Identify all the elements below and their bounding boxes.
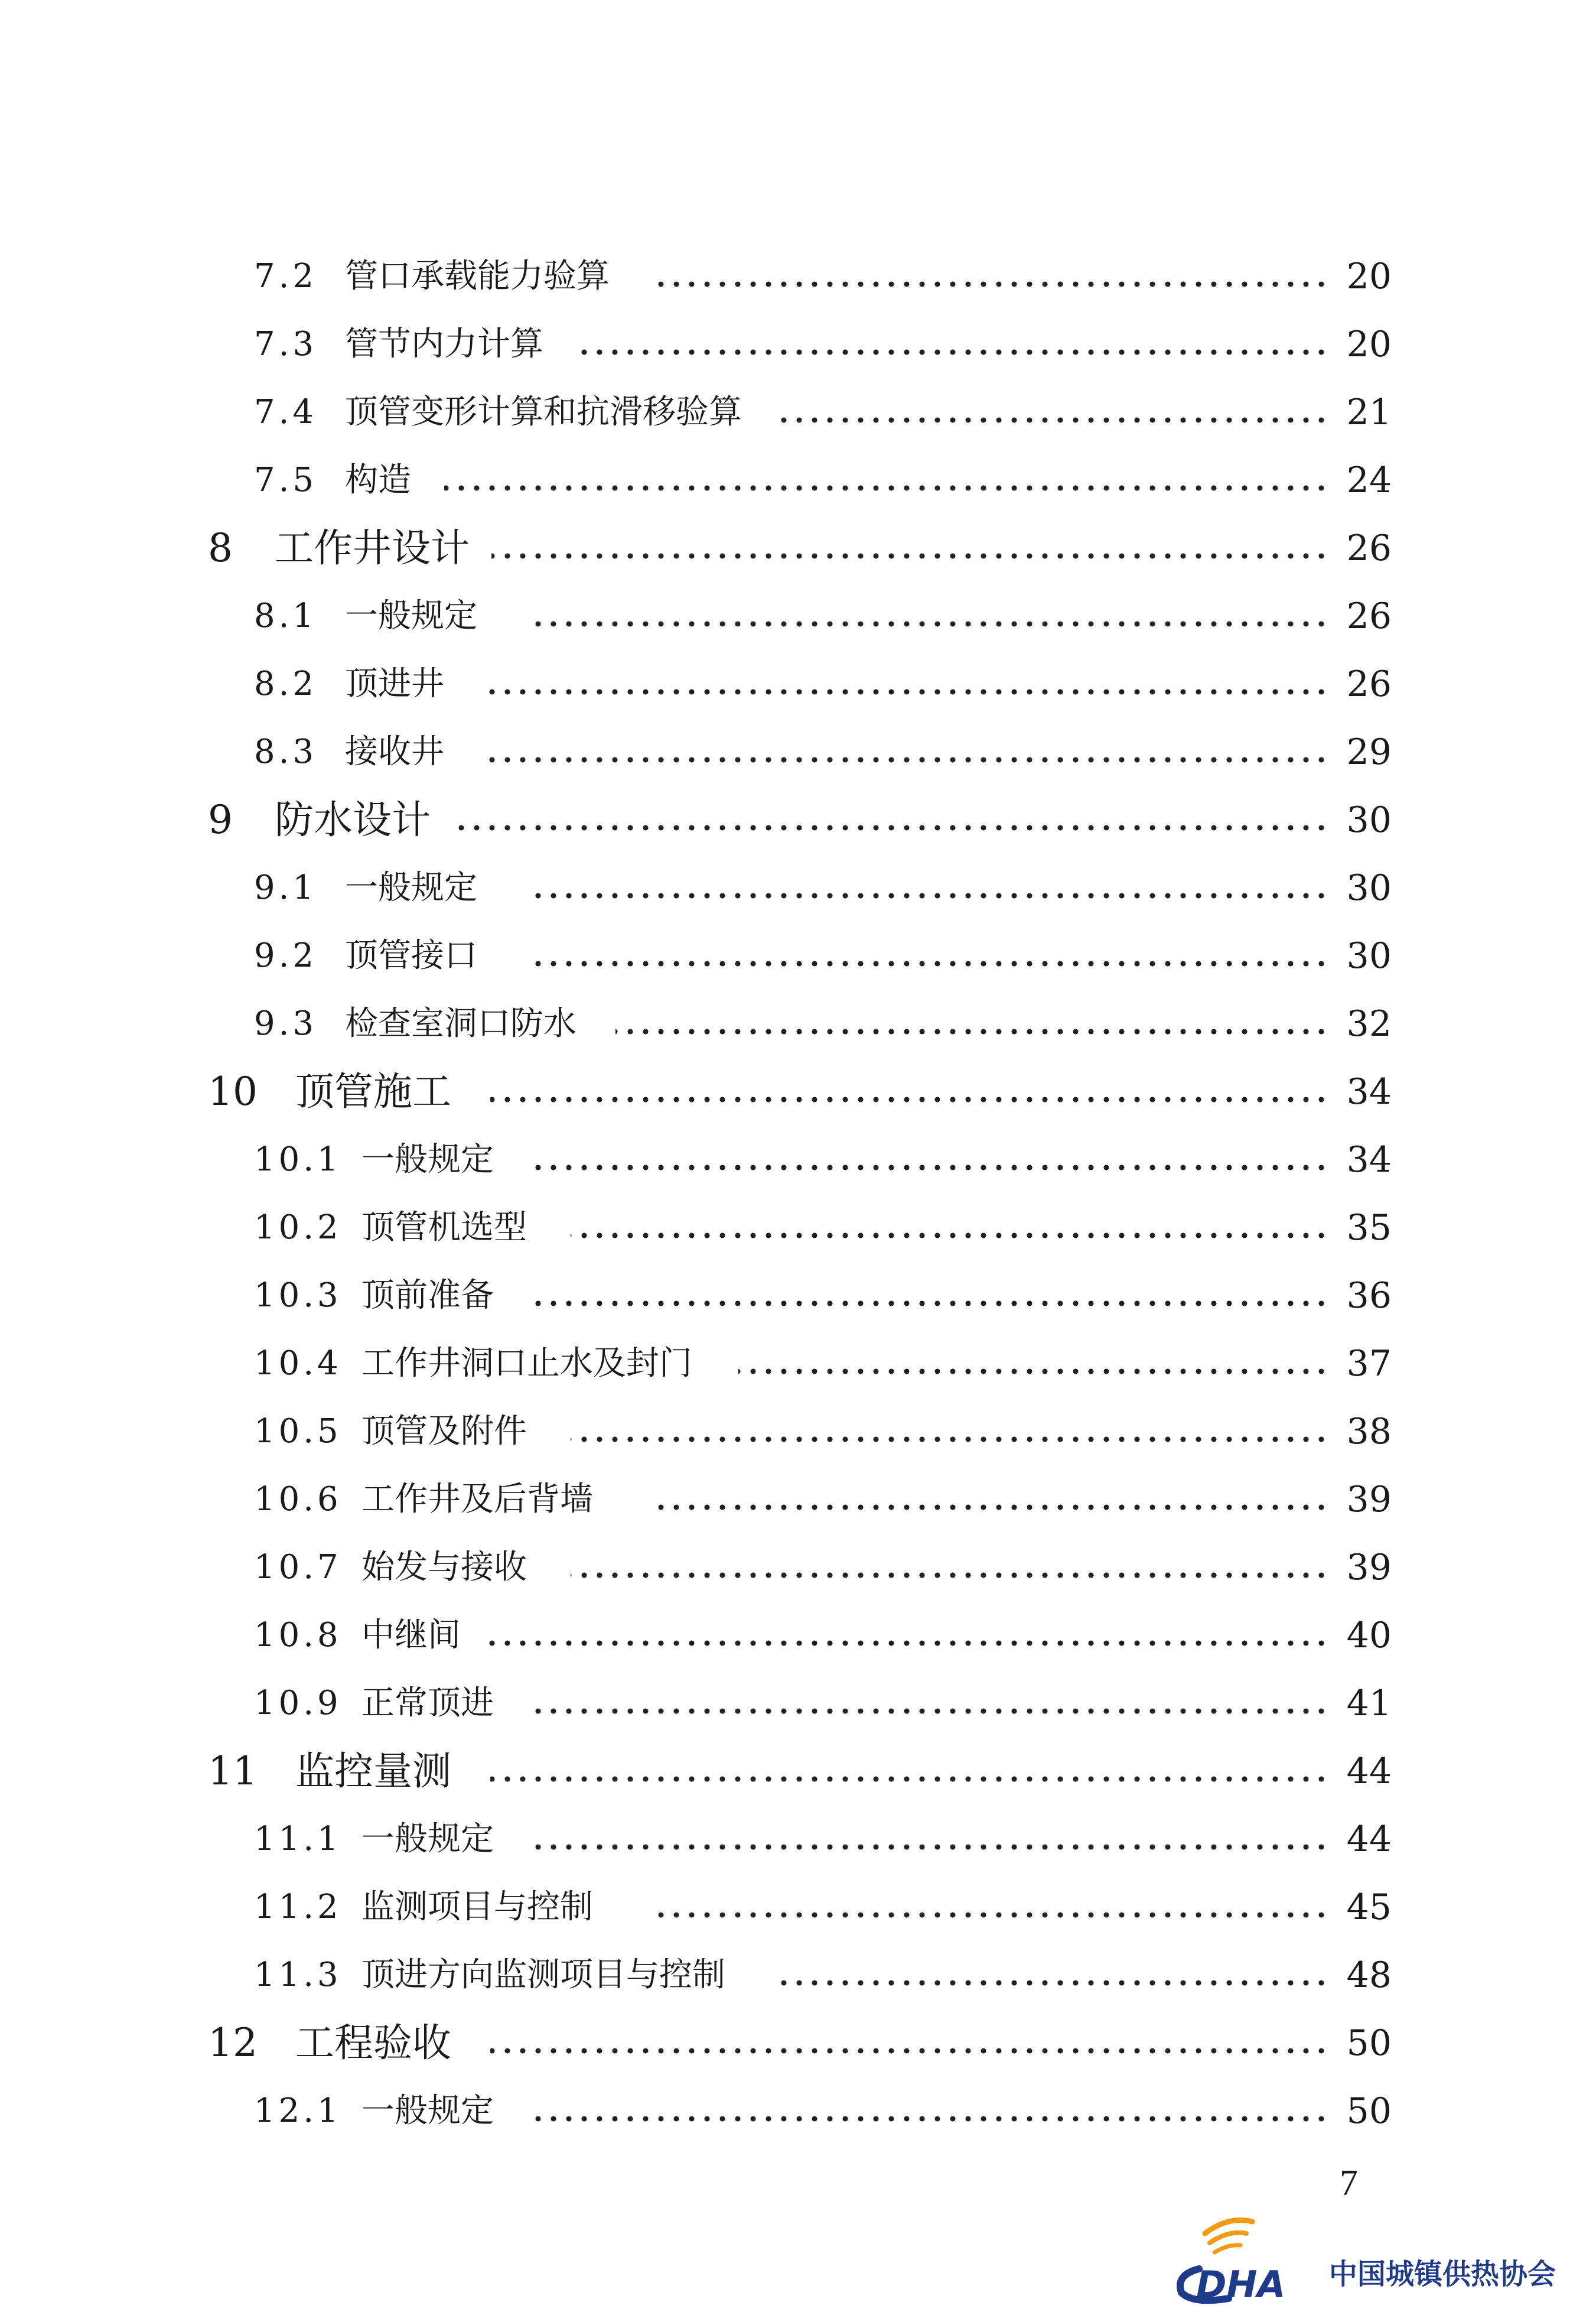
toc-entry-page: 26 — [1346, 596, 1392, 637]
toc-chapter-number: 8 — [208, 525, 233, 571]
toc-entry-title: 监测项目与控制 — [361, 1888, 593, 1926]
toc-leader-dots — [490, 1776, 1329, 1782]
toc-entry[interactable] — [0, 655, 1596, 714]
toc-entry-title: 构造 — [345, 461, 411, 499]
toc-leader-dots — [571, 1436, 1329, 1442]
toc-leader-dots — [529, 961, 1329, 967]
toc-leader-dots — [529, 621, 1329, 627]
toc-entry[interactable] — [0, 2082, 1596, 2141]
toc-chapter-title: 工程验收 — [295, 2020, 451, 2066]
toc-entry-title: 工作井洞口止水及封门 — [361, 1344, 692, 1383]
toc-entry-number: 10.6 — [254, 1480, 342, 1518]
toc-chapter-title: 工作井设计 — [275, 525, 470, 571]
toc-entry-page: 21 — [1346, 392, 1392, 433]
toc-entry[interactable] — [0, 1810, 1596, 1869]
toc-entry-page: 24 — [1346, 460, 1392, 501]
toc-entry-page: 44 — [1346, 1819, 1392, 1860]
logo-wordmark: DHA — [1196, 2263, 1286, 2304]
toc-entry-page: 26 — [1346, 528, 1392, 569]
toc-entry[interactable] — [0, 1266, 1596, 1325]
toc-entry-number: 7.2 — [254, 257, 318, 295]
toc-entry-page: 39 — [1346, 1547, 1392, 1588]
toc-entry-title: 顶前准备 — [361, 1276, 494, 1315]
toc-entry-number: 10.4 — [254, 1344, 342, 1383]
page-number: 7 — [1340, 2163, 1358, 2203]
toc-entry-number: 10.1 — [254, 1140, 342, 1179]
association-logo — [1164, 2210, 1577, 2304]
toc-entry-title: 顶管及附件 — [361, 1412, 527, 1451]
toc-leader-dots — [490, 1097, 1329, 1103]
toc-entry-page: 45 — [1346, 1887, 1392, 1928]
toc-entry-page: 48 — [1346, 1955, 1392, 1996]
toc-entry-title: 中继间 — [361, 1616, 461, 1654]
toc-leader-dots — [529, 893, 1329, 899]
toc-entry-page: 50 — [1346, 2022, 1392, 2064]
toc-entry-page: 41 — [1346, 1683, 1392, 1724]
toc-entry[interactable] — [0, 1674, 1596, 1733]
toc-entry[interactable] — [0, 1334, 1596, 1393]
toc-entry-page: 38 — [1346, 1411, 1392, 1452]
toc-entry-number: 11.2 — [254, 1888, 342, 1926]
toc-leader-dots — [656, 1912, 1329, 1918]
toc-entry[interactable] — [0, 383, 1596, 442]
toc-entry-page: 35 — [1346, 1207, 1392, 1248]
toc-leader-dots — [529, 1165, 1329, 1170]
toc-chapter-number: 9 — [208, 797, 233, 843]
toc-entry-page: 32 — [1346, 1003, 1392, 1045]
dha-logo-icon — [1164, 2210, 1323, 2304]
toc-entry-title: 顶进方向监测项目与控制 — [361, 1956, 725, 1994]
toc-entry[interactable] — [0, 1946, 1596, 2005]
toc-leader-dots — [571, 1233, 1329, 1238]
toc-entry-title: 一般规定 — [361, 1140, 494, 1179]
toc-chapter[interactable] — [0, 1742, 1596, 1801]
toc-leader-dots — [488, 689, 1329, 695]
toc-entry[interactable] — [0, 1470, 1596, 1529]
toc-entry-page: 34 — [1346, 1139, 1392, 1181]
toc-leader-dots — [529, 1708, 1329, 1714]
toc-entry-number: 11.1 — [254, 1820, 342, 1858]
toc-chapter-title: 防水设计 — [275, 797, 431, 843]
toc-entry-page: 36 — [1346, 1275, 1392, 1316]
toc-leader-dots — [454, 825, 1329, 831]
toc-leader-dots — [529, 1300, 1329, 1306]
toc-entry-page: 37 — [1346, 1343, 1392, 1384]
toc-entry[interactable] — [0, 926, 1596, 986]
toc-entry-page: 26 — [1346, 664, 1392, 705]
toc-entry-title: 工作井及后背墙 — [361, 1480, 593, 1518]
toc-leader-dots — [529, 2116, 1329, 2122]
toc-entry-number: 11.3 — [254, 1956, 342, 1994]
toc-entry[interactable] — [0, 1198, 1596, 1257]
toc-entry-title: 一般规定 — [345, 869, 477, 907]
toc-leader-dots — [615, 1029, 1329, 1035]
toc-leader-dots — [488, 1640, 1329, 1646]
toc-leader-dots — [573, 349, 1329, 355]
toc-entry-number: 7.3 — [254, 325, 318, 363]
toc-entry[interactable] — [0, 1878, 1596, 1937]
toc-chapter-number: 12 — [208, 2020, 258, 2066]
toc-entry-number: 10.7 — [254, 1548, 342, 1586]
toc-chapter[interactable] — [0, 519, 1596, 578]
toc-entry-number: 9.2 — [254, 936, 318, 975]
toc-entry-page: 40 — [1346, 1615, 1392, 1656]
logo-org-name: 中国城镇供热协会 — [1329, 2258, 1556, 2291]
toc-entry-title: 管口承载能力验算 — [345, 257, 610, 295]
toc-entry-title: 正常顶进 — [361, 1684, 494, 1722]
toc-entry-title: 管节内力计算 — [345, 325, 543, 363]
toc-entry[interactable] — [0, 451, 1596, 510]
toc-entry-title: 顶进井 — [345, 665, 444, 703]
toc-entry[interactable] — [0, 587, 1596, 646]
toc-entry-page: 30 — [1346, 935, 1392, 977]
toc-leader-dots — [657, 281, 1329, 287]
toc-entry-page: 20 — [1346, 256, 1392, 297]
toc-entry-title: 一般规定 — [361, 2092, 494, 2130]
toc-leader-dots — [571, 1572, 1329, 1578]
toc-entry-title: 顶管变形计算和抗滑移验算 — [345, 393, 742, 431]
toc-entry-number: 10.8 — [254, 1616, 342, 1654]
toc-entry-number: 8.3 — [254, 733, 318, 771]
toc-leader-dots — [656, 1504, 1329, 1510]
toc-entry-title: 顶管机选型 — [361, 1208, 527, 1247]
toc-entry[interactable] — [0, 1606, 1596, 1665]
toc-entry-title: 顶管接口 — [345, 936, 477, 975]
toc-entry-title: 一般规定 — [361, 1820, 494, 1858]
toc-entry-title: 始发与接收 — [361, 1548, 527, 1586]
toc-chapter-number: 11 — [208, 1748, 258, 1794]
toc-entry[interactable] — [0, 859, 1596, 918]
toc-entry-title: 检查室洞口防水 — [345, 1004, 576, 1043]
toc-leader-dots — [488, 757, 1329, 763]
toc-entry-page: 29 — [1346, 731, 1392, 773]
toc-leader-dots — [529, 1844, 1329, 1850]
toc-entry-page: 44 — [1346, 1751, 1392, 1792]
toc-chapter-number: 10 — [208, 1069, 258, 1114]
toc-entry-page: 50 — [1346, 2090, 1392, 2132]
toc-entry[interactable] — [0, 994, 1596, 1053]
toc-entry-number: 8.2 — [254, 665, 318, 703]
toc-leader-dots — [491, 553, 1329, 559]
toc-entry-number: 9.1 — [254, 869, 318, 907]
toc-entry-number: 10.3 — [254, 1276, 342, 1315]
toc-chapter[interactable] — [0, 791, 1596, 850]
toc-entry-page: 20 — [1346, 324, 1392, 365]
toc-entry-number: 9.3 — [254, 1004, 318, 1043]
toc-entry[interactable] — [0, 1538, 1596, 1597]
toc-entry-page: 30 — [1346, 867, 1392, 909]
toc-entry-title: 一般规定 — [345, 597, 477, 635]
toc-chapter-title: 监控量测 — [295, 1748, 451, 1794]
toc-entry[interactable] — [0, 1130, 1596, 1189]
toc-entry-title: 接收井 — [345, 733, 444, 771]
toc-chapter[interactable] — [0, 2014, 1596, 2073]
toc-entry-number: 7.4 — [254, 393, 318, 431]
toc-entry-page: 30 — [1346, 799, 1392, 841]
toc-entry-number: 10.5 — [254, 1412, 342, 1451]
toc-entry-number: 10.2 — [254, 1208, 342, 1247]
toc-entry-number: 8.1 — [254, 597, 318, 635]
toc-chapter[interactable] — [0, 1062, 1596, 1121]
toc-entry[interactable] — [0, 723, 1596, 782]
toc-entry[interactable] — [0, 1402, 1596, 1461]
toc-entry-page: 39 — [1346, 1479, 1392, 1520]
toc-leader-dots — [781, 417, 1329, 423]
toc-entry[interactable] — [0, 315, 1596, 374]
toc-entry[interactable] — [0, 247, 1596, 306]
toc-leader-dots — [738, 1368, 1329, 1374]
toc-entry-number: 10.9 — [254, 1684, 342, 1722]
toc-chapter-title: 顶管施工 — [295, 1069, 451, 1114]
toc-entry-number: 12.1 — [254, 2092, 342, 2130]
toc-leader-dots — [780, 1980, 1329, 1986]
toc-entry-number: 7.5 — [254, 461, 318, 499]
toc-leader-dots — [444, 485, 1329, 491]
toc-leader-dots — [490, 2048, 1329, 2054]
toc-entry-page: 34 — [1346, 1071, 1392, 1113]
